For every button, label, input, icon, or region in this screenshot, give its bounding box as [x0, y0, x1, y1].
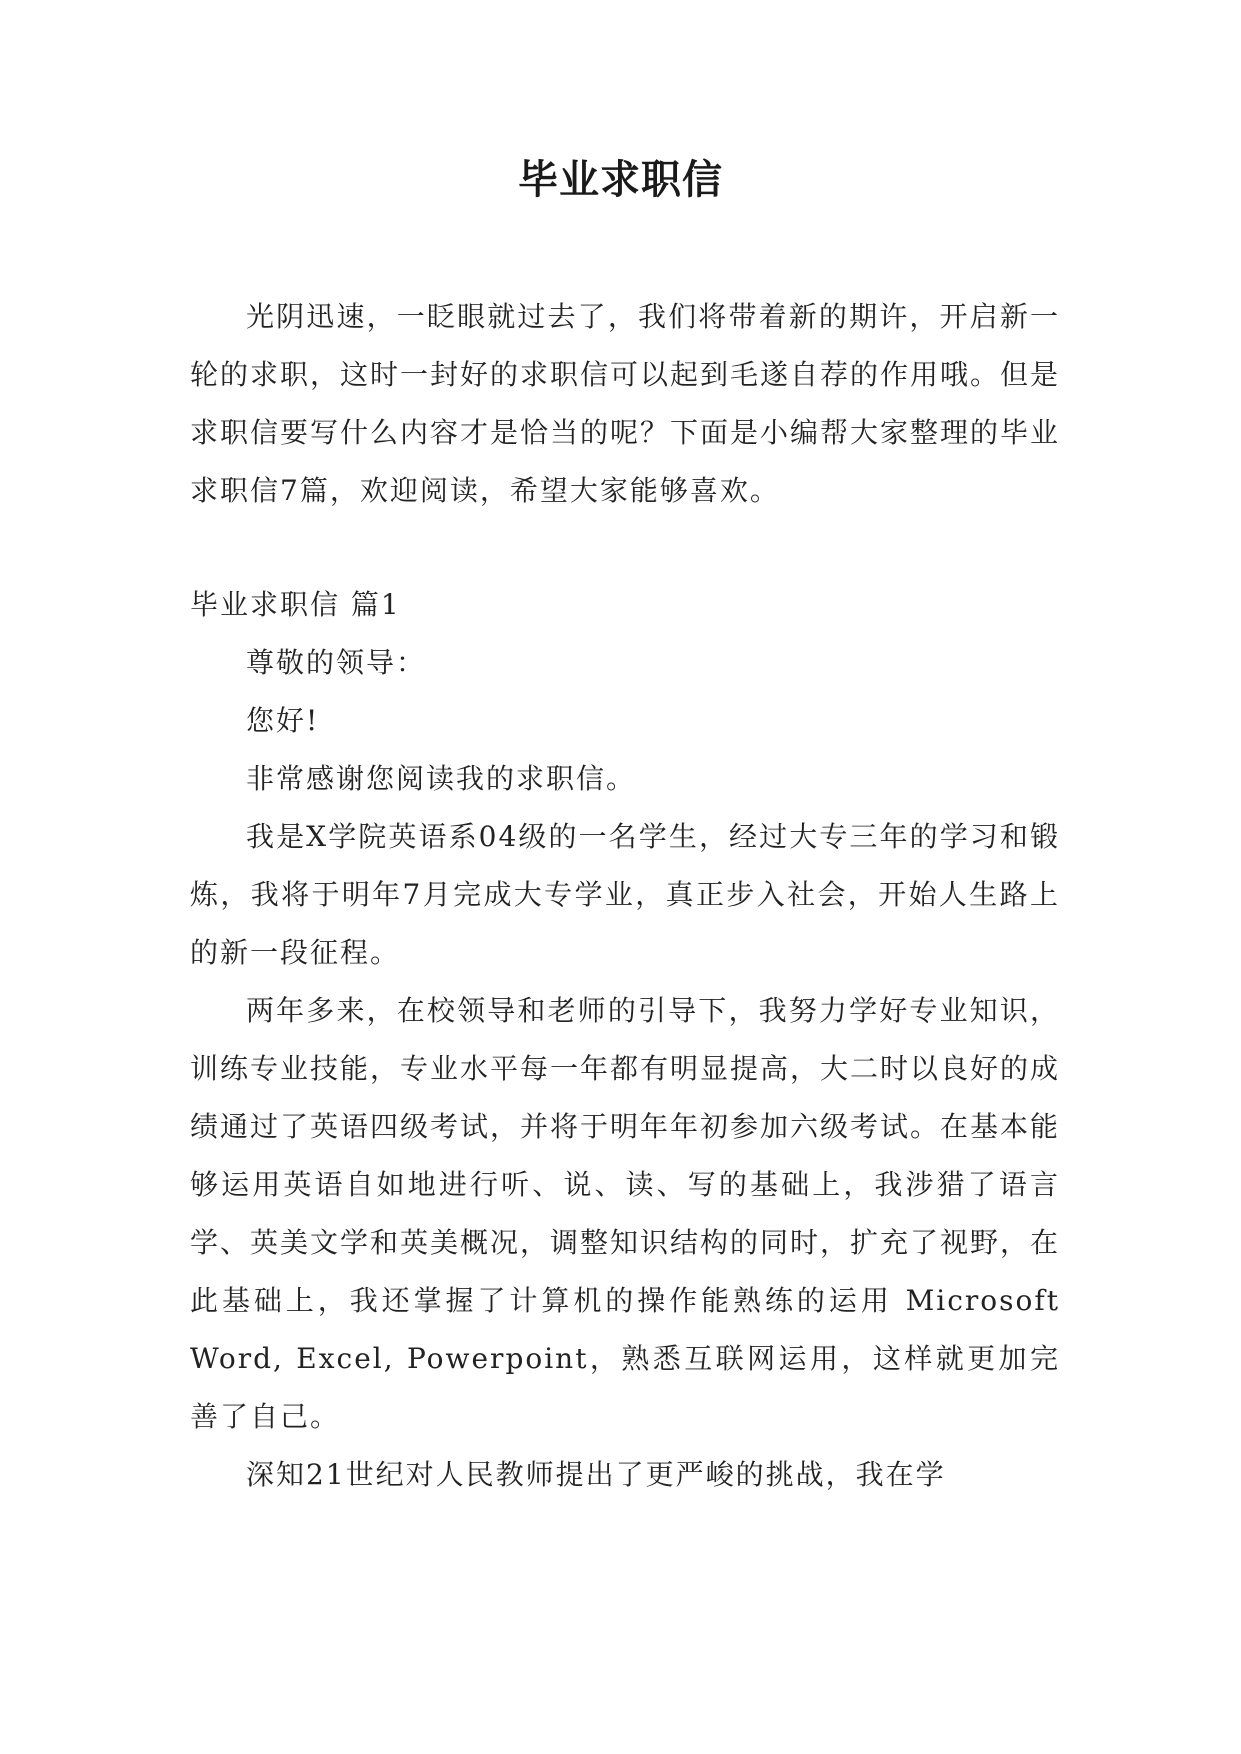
document-title: 毕业求职信 [518, 157, 723, 203]
document-body [190, 288, 1060, 1504]
challenge-paragraph: 深知21世纪对人民教师提出了更严峻的挑战，我在学 [246, 1458, 946, 1491]
introduction-paragraph: 我是X学院英语系04级的一名学生，经过大专三年的学习和锻炼，我将于明年7月完成大专学业，真正步入社会，开始人生路上的新一段征程。 [190, 820, 1060, 969]
thanks-paragraph: 非常感谢您阅读我的求职信。 [246, 762, 637, 795]
study-experience-paragraph: 两年多来，在校领导和老师的引导下，我努力学好专业知识，训练专业技能，专业水平每一年都有明显提高，大二时以良好的成绩通过了英语四级考试，并将于明年年初参加六级考试。在基本能够运用英语自如地进行听、说、读、写的基础上，我涉猎了语言学、英美文学和英美概况，调整知识结构的同时，扩充了视野，在此基础上，我还掌握了计算机的操作能熟练的运用 Microsoft Word, Excel, Powerpoint，熟悉互联网运用，这样就更加完善了自己。 [190, 994, 1061, 1433]
intro-paragraph: 光阴迅速，一眨眼就过去了，我们将带着新的期许，开启新一轮的求职，这时一封好的求职信可以起到毛遂自荐的作用哦。但是求职信要写什么内容才是恰当的呢？下面是小编帮大家整理的毕业求职信7篇，欢迎阅读，希望大家能够喜欢。 [190, 300, 1061, 507]
section-heading: 毕业求职信 篇1 [190, 588, 401, 621]
salutation-paragraph: 尊敬的领导： [246, 646, 427, 679]
greeting-paragraph: 您好! [246, 704, 320, 737]
